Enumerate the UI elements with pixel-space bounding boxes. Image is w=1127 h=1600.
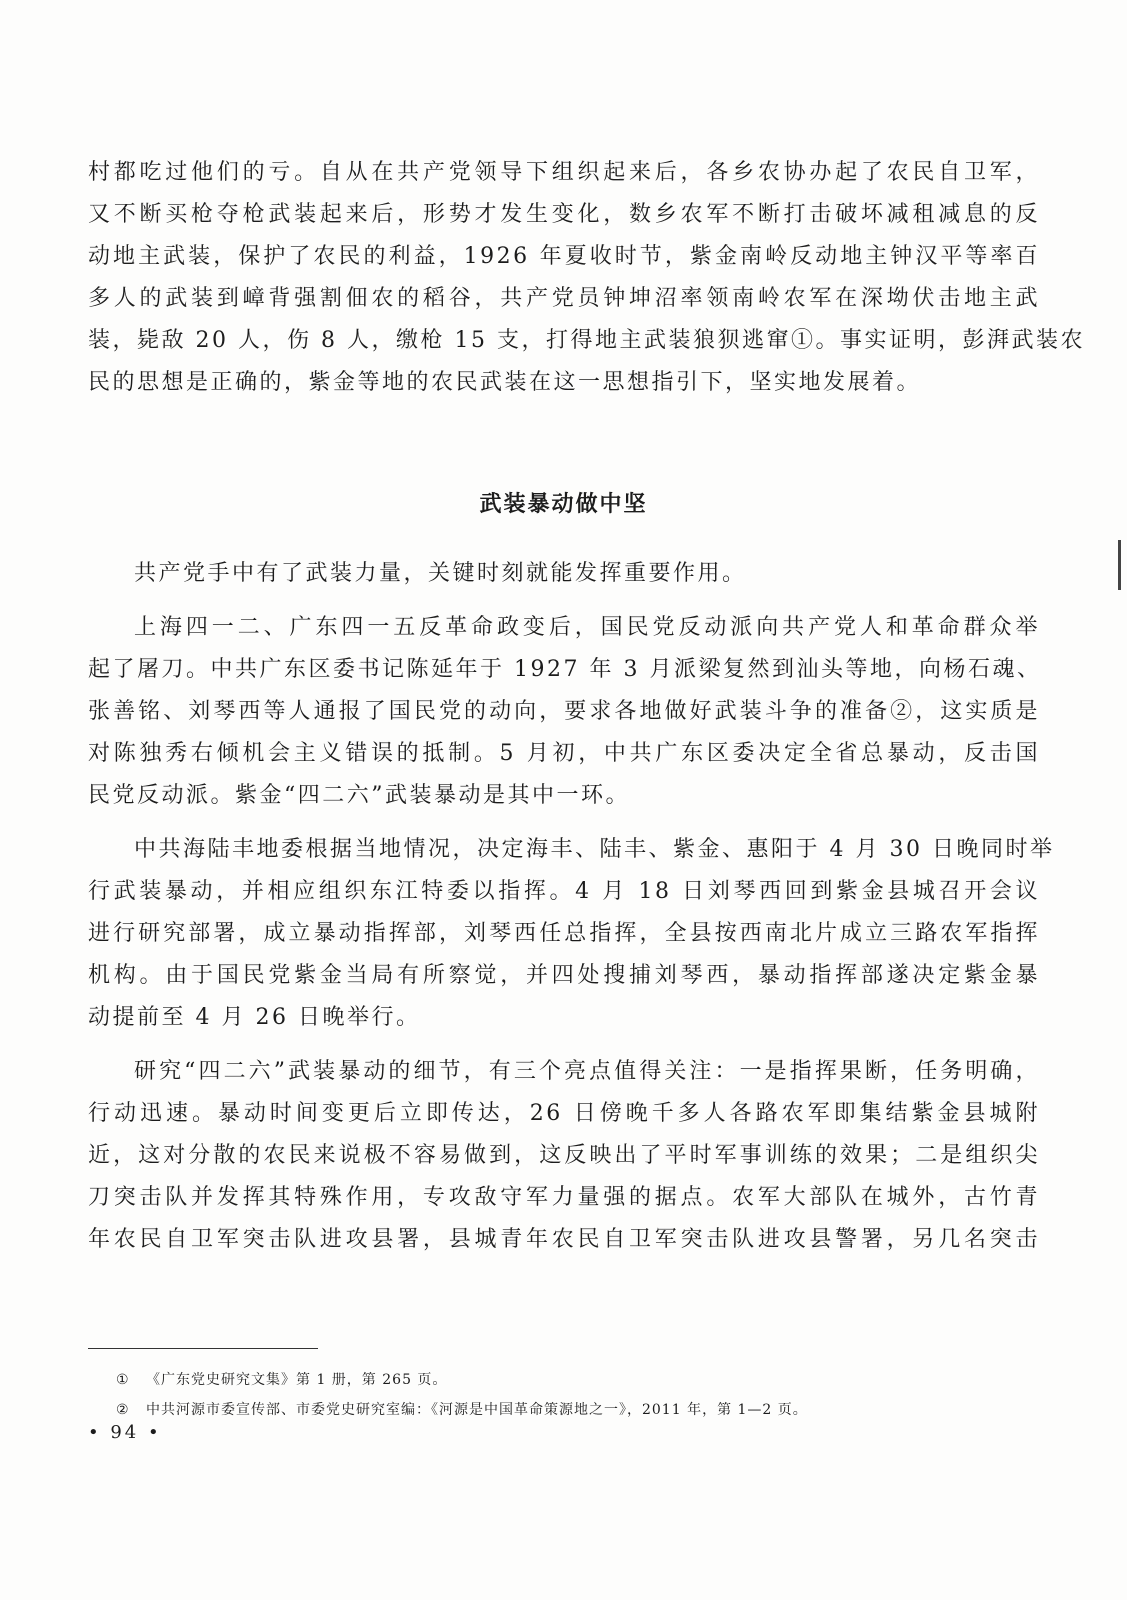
footnote-divider [88,1348,318,1349]
footnotes [116,1365,1016,1425]
text-line: 村都吃过他们的亏。自从在共产党领导下组织起来后，各乡农协办起了农民自卫军， [88,160,1040,185]
footnote-1 [116,1365,1016,1395]
text-line: 民党反动派。紫金“四二六”武装暴动是其中一环。 [88,783,630,808]
scan-edge-mark [1118,540,1121,590]
text-line: 多人的武装到嶂背强割佃农的稻谷，共产党员钟坤沼率领南岭农军在深坳伏击地主武 [88,286,1040,311]
page-number: • 94 • [88,1422,162,1443]
text-line: 中共海陆丰地委根据当地情况，决定海丰、陆丰、紫金、惠阳于 4 月 30 日晚同时举 [134,837,1055,862]
text-line: 行动迅速。暴动时间变更后立即传达，26 日傍晚千多人各路农军即集结紫金县城附 [88,1101,1040,1126]
text-line: 刀突击队并发挥其特殊作用，专攻敌守军力量强的据点。农军大部队在城外，古竹青 [88,1185,1040,1210]
text-line: 动地主武装，保护了农民的利益，1926 年夏收时节，紫金南岭反动地主钟汉平等率百 [88,244,1040,269]
text-line: 行武装暴动，并相应组织东江特委以指挥。4 月 18 日刘琴西回到紫金县城召开会议 [88,879,1040,904]
section-body [88,553,1055,1261]
footnote-marker: ② [116,1402,130,1418]
text-line: 起了屠刀。中共广东区委书记陈延年于 1927 年 3 月派梁复然到汕头等地，向杨石魂、 [88,657,1042,682]
text-line: 对陈独秀右倾机会主义错误的抵制。5 月初，中共广东区委决定全省总暴动，反击国 [88,741,1040,766]
paragraph-coup [88,607,1040,817]
text-line: 进行研究部署，成立暴动指挥部，刘琴西任总指挥，全县按西南北片成立三路农军指挥 [88,921,1040,946]
paragraph-uprising-plan [88,829,1055,1039]
text-line: 装，毙敌 20 人，伤 8 人，缴枪 15 支，打得地主武装狼狈逃窜①。事实证明，彭湃武装农 [88,328,1085,353]
text-line: 动提前至 4 月 26 日晚举行。 [88,1005,421,1030]
paragraph-intro: 共产党手中有了武装力量，关键时刻就能发挥重要作用。 [134,561,747,586]
text-line: 研究“四二六”武装暴动的细节，有三个亮点值得关注：一是指挥果断，任务明确， [134,1059,1040,1084]
footnote-marker: ① [116,1372,130,1388]
text-line: 年农民自卫军突击队进攻县署，县城青年农民自卫军突击队进攻县警署，另几名突击 [88,1227,1040,1252]
paragraph-uprising-details [88,1051,1040,1261]
text-line: 近，这对分散的农民来说极不容易做到，这反映出了平时军事训练的效果；二是组织尖 [88,1143,1040,1168]
footnote-text: 《广东党史研究文集》第 1 册，第 265 页。 [146,1372,448,1388]
text-line: 上海四一二、广东四一五反革命政变后，国民党反动派向共产党人和革命群众举 [134,615,1040,640]
text-line: 民的思想是正确的，紫金等地的农民武装在这一思想指引下，坚实地发展着。 [88,370,922,395]
text-line: 张善铭、刘琴西等人通报了国民党的动向，要求各地做好武装斗争的准备②，这实质是 [88,699,1040,724]
text-line: 机构。由于国民党紫金当局有所察觉，并四处搜捕刘琴西，暴动指挥部遂决定紫金暴 [88,963,1040,988]
paragraph-continued [88,152,1085,404]
section-heading: 武装暴动做中坚 [479,492,648,517]
footnote-2 [116,1395,1016,1425]
text-line: 又不断买枪夺枪武装起来后，形势才发生变化，数乡农军不断打击破坏减租减息的反 [88,202,1040,227]
footnote-text: 中共河源市委宣传部、市委党史研究室编：《河源是中国革命策源地之一》，2011 年，第 1—2 页。 [146,1402,808,1418]
